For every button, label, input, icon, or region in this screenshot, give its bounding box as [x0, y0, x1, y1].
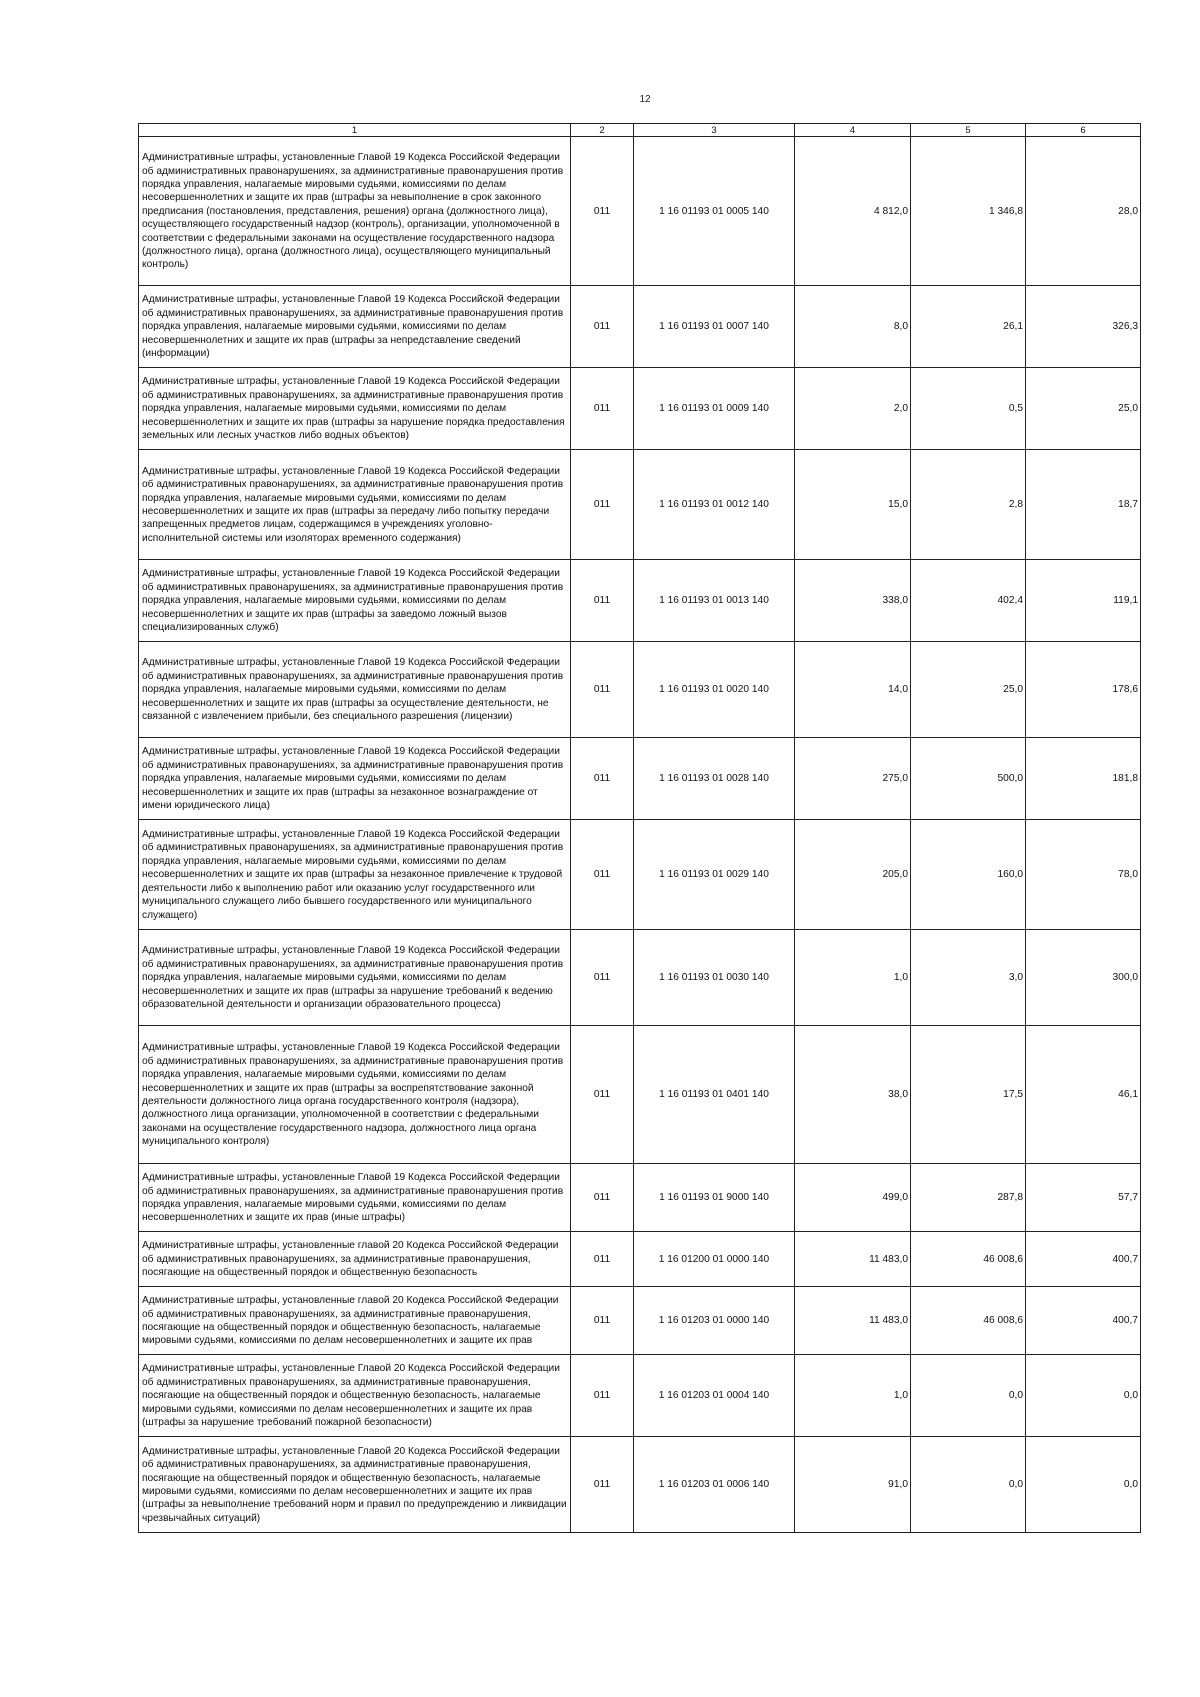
table-header	[139, 124, 1141, 137]
row-admin-code: 011	[571, 1232, 634, 1287]
row-value-col4: 205,0	[795, 820, 911, 930]
row-admin-code: 011	[571, 560, 634, 642]
row-kbk-code: 1 16 01200 01 0000 140	[634, 1232, 795, 1287]
row-kbk-code: 1 16 01193 01 0030 140	[634, 930, 795, 1026]
row-kbk-code: 1 16 01193 01 0012 140	[634, 450, 795, 560]
row-value-col4: 1,0	[795, 930, 911, 1026]
row-value-col5: 3,0	[911, 930, 1026, 1026]
row-value-col6: 57,7	[1026, 1164, 1141, 1232]
row-value-col4: 38,0	[795, 1026, 911, 1164]
row-value-col4: 11 483,0	[795, 1287, 911, 1355]
row-kbk-code: 1 16 01193 01 0020 140	[634, 642, 795, 738]
row-admin-code: 011	[571, 1355, 634, 1437]
row-admin-code: 011	[571, 450, 634, 560]
row-value-col5: 2,8	[911, 450, 1026, 560]
row-value-col4: 4 812,0	[795, 137, 911, 286]
row-kbk-code: 1 16 01193 01 0009 140	[634, 368, 795, 450]
row-value-col6: 119,1	[1026, 560, 1141, 642]
page-number: 12	[639, 94, 651, 105]
row-admin-code: 011	[571, 738, 634, 820]
row-value-col5: 402,4	[911, 560, 1026, 642]
row-value-col6: 400,7	[1026, 1232, 1141, 1287]
row-value-col5: 46 008,6	[911, 1287, 1026, 1355]
row-value-col6: 25,0	[1026, 368, 1141, 450]
row-description: Административные штрафы, установленные Главой 19 Кодекса Российской Федерации об административных правонарушениях, за административные правонарушения против порядка управления, налагаемые мировыми судьями, комиссиями по делам несовершеннолетних и защите их прав (штрафы за осуществление деятельности, не связанной с извлечением прибыли, без специального разрешения (лицензии)	[139, 642, 571, 738]
row-value-col6: 181,8	[1026, 738, 1141, 820]
row-kbk-code: 1 16 01193 01 0029 140	[634, 820, 795, 930]
row-description: Административные штрафы, установленные Главой 19 Кодекса Российской Федерации об административных правонарушениях, за административные правонарушения против порядка управления, налагаемые мировыми судьями, комиссиями по делам несовершеннолетних и защите их прав (иные штрафы)	[139, 1164, 571, 1232]
row-value-col5: 0,5	[911, 368, 1026, 450]
row-value-col4: 499,0	[795, 1164, 911, 1232]
row-value-col5: 25,0	[911, 642, 1026, 738]
row-description: Административные штрафы, установленные главой 20 Кодекса Российской Федерации об административных правонарушениях, за административные правонарушения, посягающие на общественный порядок и общественную безопасность	[139, 1232, 571, 1287]
row-value-col6: 78,0	[1026, 820, 1141, 930]
row-admin-code: 011	[571, 286, 634, 368]
row-value-col6: 178,6	[1026, 642, 1141, 738]
row-value-col4: 15,0	[795, 450, 911, 560]
row-description: Административные штрафы, установленные Главой 20 Кодекса Российской Федерации об административных правонарушениях, за административные правонарушения, посягающие на общественный порядок и общественную безопасность, налагаемые мировыми судьями, комиссиями по делам несовершеннолетних и защите их прав (штрафы за невыполнение требований норм и правил по предупреждению и ликвидации чрезвычайных ситуаций)	[139, 1437, 571, 1533]
row-value-col5: 1 346,8	[911, 137, 1026, 286]
row-description: Административные штрафы, установленные Главой 19 Кодекса Российской Федерации об административных правонарушениях, за административные правонарушения против порядка управления, налагаемые мировыми судьями, комиссиями по делам несовершеннолетних и защите их прав (штрафы за незаконное вознаграждение от имени юридического лица)	[139, 738, 571, 820]
row-value-col5: 46 008,6	[911, 1232, 1026, 1287]
row-description: Административные штрафы, установленные Главой 19 Кодекса Российской Федерации об административных правонарушениях, за административные правонарушения против порядка управления, налагаемые мировыми судьями, комиссиями по делам несовершеннолетних и защите их прав (штрафы за незаконное привлечение к трудовой деятельности либо к выполнению работ или оказанию услуг государственного или муниципального служащего либо бывшего государственного или муниципального служащего)	[139, 820, 571, 930]
row-kbk-code: 1 16 01193 01 0013 140	[634, 560, 795, 642]
column-header-3: 3	[634, 124, 795, 137]
row-value-col5: 26,1	[911, 286, 1026, 368]
row-value-col4: 2,0	[795, 368, 911, 450]
table-row	[139, 642, 1141, 738]
row-value-col5: 287,8	[911, 1164, 1026, 1232]
row-value-col5: 0,0	[911, 1355, 1026, 1437]
row-value-col6: 46,1	[1026, 1026, 1141, 1164]
row-kbk-code: 1 16 01193 01 0401 140	[634, 1026, 795, 1164]
row-value-col5: 160,0	[911, 820, 1026, 930]
table-row	[139, 1287, 1141, 1355]
row-value-col5: 500,0	[911, 738, 1026, 820]
row-description: Административные штрафы, установленные Главой 19 Кодекса Российской Федерации об административных правонарушениях, за административные правонарушения против порядка управления, налагаемые мировыми судьями, комиссиями по делам несовершеннолетних и защите их прав (штрафы за невыполнение в срок законного предписания (постановления, представления, решения) органа (должностного лица), осуществляющего государственный надзор (контроль), организации, уполномоченной в соответствии с федеральными законами на осуществление государственного надзора (должностного лица), органа (должностного лица), осуществляющего муниципальный контроль)	[139, 137, 571, 286]
row-kbk-code: 1 16 01203 01 0000 140	[634, 1287, 795, 1355]
row-description: Административные штрафы, установленные Главой 19 Кодекса Российской Федерации об административных правонарушениях, за административные правонарушения против порядка управления, налагаемые мировыми судьями, комиссиями по делам несовершеннолетних и защите их прав (штрафы за нарушение порядка предоставления земельных или лесных участков либо водных объектов)	[139, 368, 571, 450]
table-row	[139, 450, 1141, 560]
table-row	[139, 930, 1141, 1026]
row-description: Административные штрафы, установленные Главой 20 Кодекса Российской Федерации об административных правонарушениях, за административные правонарушения, посягающие на общественный порядок и общественную безопасность, налагаемые мировыми судьями, комиссиями по делам несовершеннолетних и защите их прав (штрафы за нарушение требований пожарной безопасности)	[139, 1355, 571, 1437]
row-kbk-code: 1 16 01193 01 9000 140	[634, 1164, 795, 1232]
column-header-1: 1	[139, 124, 571, 137]
column-header-4: 4	[795, 124, 911, 137]
row-admin-code: 011	[571, 930, 634, 1026]
table-row	[139, 286, 1141, 368]
row-value-col6: 18,7	[1026, 450, 1141, 560]
header-row	[139, 124, 1141, 137]
row-value-col4: 338,0	[795, 560, 911, 642]
row-value-col6: 0,0	[1026, 1355, 1141, 1437]
row-value-col6: 28,0	[1026, 137, 1141, 286]
row-admin-code: 011	[571, 1026, 634, 1164]
row-value-col5: 17,5	[911, 1026, 1026, 1164]
row-description: Административные штрафы, установленные Главой 19 Кодекса Российской Федерации об административных правонарушениях, за административные правонарушения против порядка управления, налагаемые мировыми судьями, комиссиями по делам несовершеннолетних и защите их прав (штрафы за непредставление сведений (информации)	[139, 286, 571, 368]
row-description: Административные штрафы, установленные Главой 19 Кодекса Российской Федерации об административных правонарушениях, за административные правонарушения против порядка управления, налагаемые мировыми судьями, комиссиями по делам несовершеннолетних и защите их прав (штрафы за нарушение требований к ведению образовательной деятельности и организации образовательного процесса)	[139, 930, 571, 1026]
row-value-col6: 400,7	[1026, 1287, 1141, 1355]
row-value-col6: 326,3	[1026, 286, 1141, 368]
table-row	[139, 560, 1141, 642]
table-row	[139, 137, 1141, 286]
column-header-6: 6	[1026, 124, 1141, 137]
row-value-col6: 300,0	[1026, 930, 1141, 1026]
row-admin-code: 011	[571, 368, 634, 450]
table-row	[139, 820, 1141, 930]
row-admin-code: 011	[571, 1437, 634, 1533]
row-kbk-code: 1 16 01193 01 0007 140	[634, 286, 795, 368]
table-row	[139, 1437, 1141, 1533]
row-value-col4: 8,0	[795, 286, 911, 368]
row-value-col4: 11 483,0	[795, 1232, 911, 1287]
row-description: Административные штрафы, установленные Главой 19 Кодекса Российской Федерации об административных правонарушениях, за административные правонарушения против порядка управления, налагаемые мировыми судьями, комиссиями по делам несовершеннолетних и защите их прав (штрафы за передачу либо попытку передачи запрещенных предметов лицам, содержащимся в учреждениях уголовно-исполнительной системы или изоляторах временного содержания)	[139, 450, 571, 560]
budget-table	[138, 123, 1141, 1533]
column-header-5: 5	[911, 124, 1026, 137]
row-admin-code: 011	[571, 1164, 634, 1232]
row-admin-code: 011	[571, 820, 634, 930]
row-value-col4: 1,0	[795, 1355, 911, 1437]
table-body	[139, 137, 1141, 1533]
table-row	[139, 1232, 1141, 1287]
table-row	[139, 1026, 1141, 1164]
table-row	[139, 368, 1141, 450]
column-header-2: 2	[571, 124, 634, 137]
row-admin-code: 011	[571, 642, 634, 738]
row-value-col4: 275,0	[795, 738, 911, 820]
row-kbk-code: 1 16 01193 01 0028 140	[634, 738, 795, 820]
row-kbk-code: 1 16 01203 01 0006 140	[634, 1437, 795, 1533]
row-value-col6: 0,0	[1026, 1437, 1141, 1533]
table-row	[139, 1164, 1141, 1232]
row-value-col4: 14,0	[795, 642, 911, 738]
row-description: Административные штрафы, установленные Главой 19 Кодекса Российской Федерации об административных правонарушениях, за административные правонарушения против порядка управления, налагаемые мировыми судьями, комиссиями по делам несовершеннолетних и защите их прав (штрафы за заведомо ложный вызов специализированных служб)	[139, 560, 571, 642]
table-row	[139, 738, 1141, 820]
row-admin-code: 011	[571, 1287, 634, 1355]
row-kbk-code: 1 16 01193 01 0005 140	[634, 137, 795, 286]
row-kbk-code: 1 16 01203 01 0004 140	[634, 1355, 795, 1437]
row-admin-code: 011	[571, 137, 634, 286]
table-row	[139, 1355, 1141, 1437]
row-value-col5: 0,0	[911, 1437, 1026, 1533]
row-value-col4: 91,0	[795, 1437, 911, 1533]
row-description: Административные штрафы, установленные главой 20 Кодекса Российской Федерации об административных правонарушениях, за административные правонарушения, посягающие на общественный порядок и общественную безопасность, налагаемые мировыми судьями, комиссиями по делам несовершеннолетних и защите их прав	[139, 1287, 571, 1355]
row-description: Административные штрафы, установленные Главой 19 Кодекса Российской Федерации об административных правонарушениях, за административные правонарушения против порядка управления, налагаемые мировыми судьями, комиссиями по делам несовершеннолетних и защите их прав (штрафы за воспрепятствование законной деятельности должностного лица органа государственного контроля (надзора), должностного лица организации, уполномоченной в соответствии с федеральными законами на осуществление государственного надзора, должностного лица органа муниципального контроля)	[139, 1026, 571, 1164]
